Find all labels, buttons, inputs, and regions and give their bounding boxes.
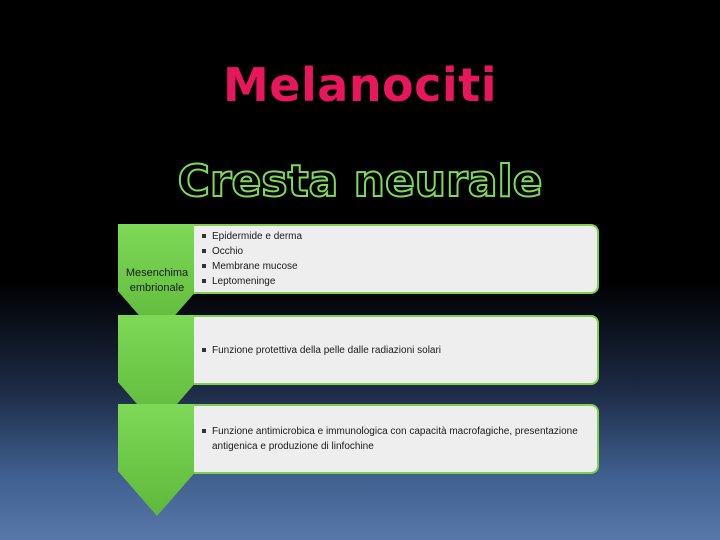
bullet-list — [202, 424, 587, 454]
list-item: Membrane mucose — [202, 259, 587, 274]
content-box-3 — [194, 404, 599, 474]
arrow-label-line: embrionale — [129, 282, 185, 294]
subtitle-text: Cresta neurale — [177, 156, 543, 207]
list-item: Funzione antimicrobica e immunologica con capacità macrofagiche, presentazione antigenica e produzione di linfochine — [202, 424, 587, 454]
list-item: Occhio — [202, 244, 587, 259]
chevron-arrow-3 — [118, 404, 196, 516]
list-item: Funzione protettiva della pelle dalle radiazioni solari — [202, 343, 587, 358]
arrow-label-1 — [110, 266, 204, 296]
list-item: Epidermide e derma — [202, 229, 587, 244]
content-box-1 — [194, 224, 599, 294]
bullet-list — [202, 343, 587, 358]
list-item: Leptomeninge — [202, 274, 587, 289]
bullet-list — [202, 229, 587, 289]
subtitle — [0, 148, 720, 218]
slide-title: Melanociti — [223, 58, 497, 112]
subtitle-svg — [0, 148, 720, 218]
arrow-label-line: Mesenchima — [125, 267, 189, 279]
content-box-2 — [194, 315, 599, 385]
